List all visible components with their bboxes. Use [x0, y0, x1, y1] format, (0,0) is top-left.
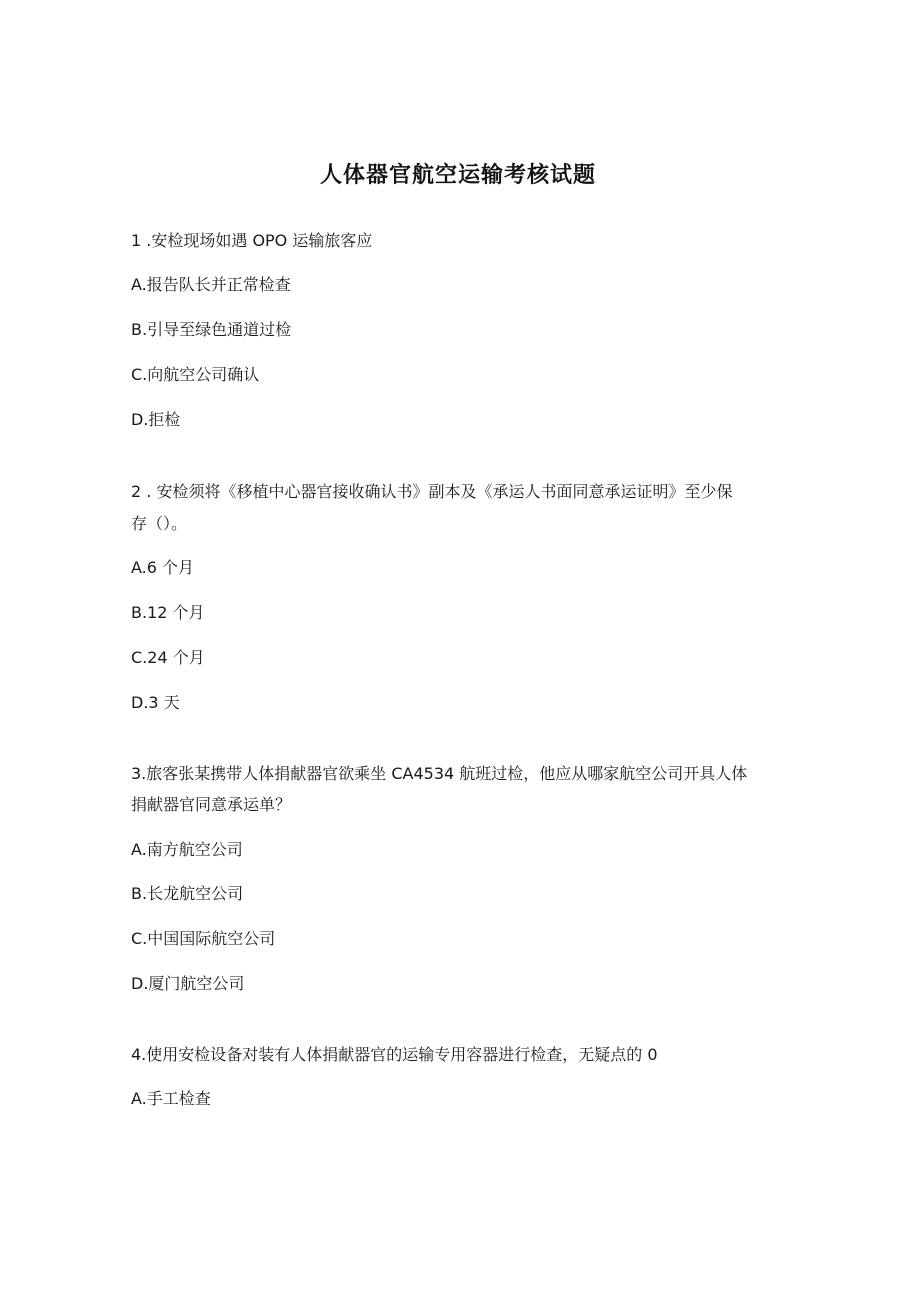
question-2-stem-line-2: 存（）。: [131, 514, 188, 533]
question-3-option-a: A.南方航空公司: [131, 840, 243, 859]
question-2-option-b: B.12 个月: [131, 603, 205, 622]
question-2-option-c: C.24 个月: [131, 648, 205, 667]
question-3-option-d: D.厦门航空公司: [131, 974, 245, 993]
question-3-option-c: C.中国国际航空公司: [131, 929, 276, 948]
question-4-option-a: A.手工检查: [131, 1089, 211, 1108]
question-3-stem-line-2: 捐献器官同意承运单？: [131, 795, 292, 814]
question-2-option-a: A.6 个月: [131, 558, 195, 577]
question-3-stem-line-1: 3.旅客张某携带人体捐献器官欲乘坐 CA4534 航班过检，他应从哪家航空公司开具人体: [131, 764, 748, 783]
question-3-option-b: B.长龙航空公司: [131, 884, 244, 903]
question-4-stem: 4.使用安检设备对装有人体捐献器官的运输专用容器进行检查，无疑点的 0: [131, 1045, 658, 1064]
question-1-option-c: C.向航空公司确认: [131, 365, 260, 384]
question-2-option-d: D.3 天: [131, 693, 180, 712]
document-title: 人体器官航空运输考核试题: [319, 163, 596, 188]
question-1-option-a: A.报告队长并正常检查: [131, 275, 291, 294]
question-2-stem-line-1: 2 . 安检须将《移植中心器官接收确认书》副本及《承运人书面同意承运证明》至少保: [131, 482, 733, 501]
question-1-stem: 1 .安检现场如遇 OPO 运输旅客应: [131, 231, 373, 250]
question-1-option-b: B.引导至绿色通道过检: [131, 320, 292, 339]
question-1-option-d: D.拒检: [131, 410, 181, 429]
